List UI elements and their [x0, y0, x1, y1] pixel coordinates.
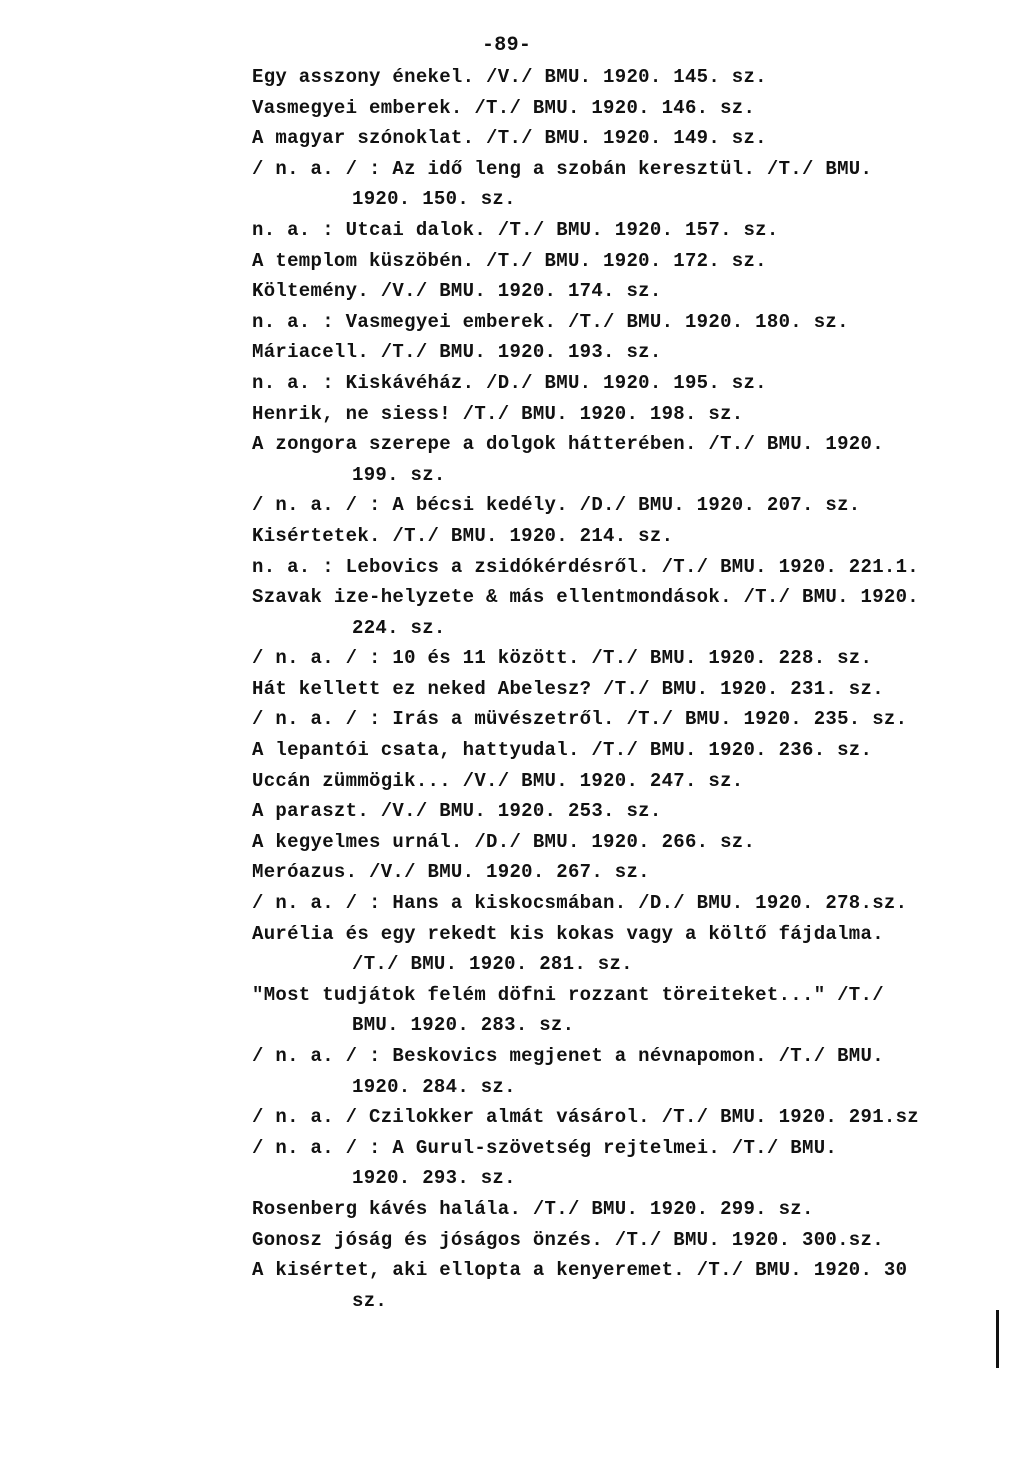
entry-continuation-line: 199. sz. — [352, 463, 446, 486]
entry-line: / n. a. / : Beskovics megjenet a névnapomon. /T./ BMU. — [252, 1045, 884, 1067]
entry-continuation-line: sz. — [352, 1289, 388, 1312]
entry-line: A magyar szónoklat. /T./ BMU. 1920. 149. sz. — [252, 127, 767, 150]
entry-line: Henrik, ne siess! /T./ BMU. 1920. 198. sz. — [252, 402, 744, 425]
entry-continuation-line: BMU. 1920. 283. sz. — [352, 1014, 575, 1037]
entry-line: n. a. : Utcai dalok. /T./ BMU. 1920. 157. sz. — [252, 218, 779, 241]
entry-line: n. a. : Lebovics a zsidókérdésről. /T./ BMU. 1920. 221.1. — [252, 555, 920, 578]
entry-line: Kisértetek. /T./ BMU. 1920. 214. sz. — [252, 524, 674, 547]
entry-line: A lepantói csata, hattyudal. /T./ BMU. 1920. 236. sz. — [252, 739, 873, 762]
entry-line: Gonosz jóság és jóságos önzés. /T./ BMU. 1920. 300.sz. — [252, 1228, 884, 1251]
entry-line: / n. a. / Czilokker almát vásárol. /T./ BMU. 1920. 291.sz — [252, 1106, 920, 1129]
entry-line: A templom küszöbén. /T./ BMU. 1920. 172. sz. — [252, 249, 767, 272]
entry-line: Egy asszony énekel. /V./ BMU. 1920. 145. sz. — [252, 66, 767, 88]
page-number: -89- — [482, 34, 532, 57]
entry-line: / n. a. / : Irás a müvészetről. /T./ BMU. 1920. 235. sz. — [252, 708, 908, 731]
entry-continuation-line: /T./ BMU. 1920. 281. sz. — [352, 953, 633, 976]
entry-line: Költemény. /V./ BMU. 1920. 174. sz. — [252, 280, 662, 303]
margin-rule — [996, 1310, 999, 1368]
entry-line: Aurélia és egy rekedt kis kokas vagy a költő fájdalma. — [252, 922, 884, 945]
entry-line: Uccán zümmögik... /V./ BMU. 1920. 247. sz. — [252, 769, 744, 792]
entry-line: Hát kellett ez neked Abelesz? /T./ BMU. 1920. 231. sz. — [252, 677, 884, 700]
entry-continuation-line: 1920. 150. sz. — [352, 188, 516, 211]
bibliography-entries — [252, 62, 992, 1316]
entry-line: Meróazus. /V./ BMU. 1920. 267. sz. — [252, 861, 650, 884]
entry-line: A kisértet, aki ellopta a kenyeremet. /T./ BMU. 1920. 30 — [252, 1259, 908, 1282]
entry-line: A paraszt. /V./ BMU. 1920. 253. sz. — [252, 800, 662, 823]
entry-line: "Most tudjátok felém döfni rozzant töreiteket..." /T./ — [252, 983, 884, 1006]
entry-continuation-line: 1920. 293. sz. — [352, 1167, 516, 1190]
entry-line: / n. a. / : A bécsi kedély. /D./ BMU. 1920. 207. sz. — [252, 494, 861, 517]
entry-line: A kegyelmes urnál. /D./ BMU. 1920. 266. sz. — [252, 830, 756, 853]
entry-line: / n. a. / : Az idő leng a szobán keresztül. /T./ BMU. — [252, 157, 873, 180]
entry-line: Máriacell. /T./ BMU. 1920. 193. sz. — [252, 341, 662, 364]
entry-line: Vasmegyei emberek. /T./ BMU. 1920. 146. sz. — [252, 96, 756, 119]
entry-continuation-line: 1920. 284. sz. — [352, 1075, 516, 1098]
entry-line: Szavak ize-helyzete & más ellentmondások. /T./ BMU. 1920. — [252, 586, 920, 609]
entry-continuation-line: 224. sz. — [352, 616, 446, 639]
entry-line: Rosenberg kávés halála. /T./ BMU. 1920. 299. sz. — [252, 1197, 814, 1220]
entry-line: / n. a. / : 10 és 11 között. /T./ BMU. 1920. 228. sz. — [252, 647, 873, 670]
entry-line: / n. a. / : Hans a kiskocsmában. /D./ BMU. 1920. 278.sz. — [252, 892, 908, 915]
entry-line: A zongora szerepe a dolgok hátterében. /T./ BMU. 1920. — [252, 433, 884, 456]
entry-line: / n. a. / : A Gurul-szövetség rejtelmei. /T./ BMU. — [252, 1136, 838, 1159]
entry-line: n. a. : Kiskávéház. /D./ BMU. 1920. 195. sz. — [252, 371, 767, 394]
entry-line: n. a. : Vasmegyei emberek. /T./ BMU. 1920. 180. sz. — [252, 310, 849, 333]
